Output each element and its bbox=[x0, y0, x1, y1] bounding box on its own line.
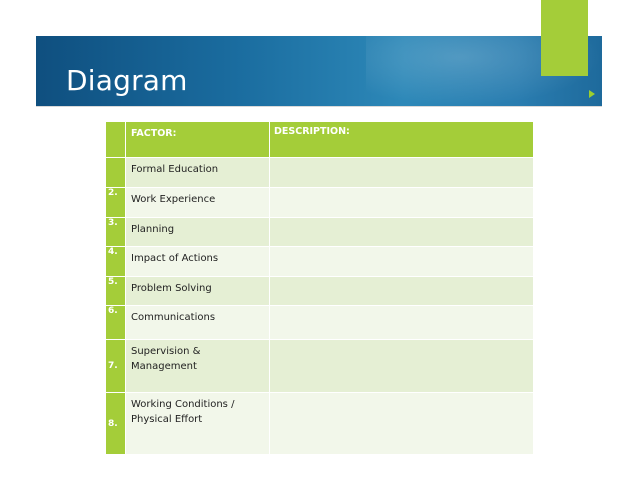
table-row bbox=[106, 247, 534, 277]
factor-cell: Working Conditions / Physical Effort bbox=[126, 393, 270, 455]
description-cell[interactable] bbox=[270, 306, 534, 340]
factor-cell: Supervision & Management bbox=[126, 340, 270, 393]
factor-cell: Planning bbox=[126, 218, 270, 247]
description-cell[interactable] bbox=[270, 340, 534, 393]
table-row bbox=[106, 277, 534, 306]
table-header-row bbox=[106, 122, 534, 158]
row-number bbox=[106, 158, 126, 188]
description-cell[interactable] bbox=[270, 218, 534, 247]
description-cell[interactable] bbox=[270, 247, 534, 277]
header-description: DESCRIPTION: bbox=[270, 122, 534, 158]
row-number: 8. bbox=[106, 393, 126, 455]
arrow-marker-icon bbox=[589, 90, 595, 98]
row-number: 3. bbox=[106, 218, 126, 247]
description-cell[interactable] bbox=[270, 188, 534, 218]
table-row bbox=[106, 188, 534, 218]
row-number: 5. bbox=[106, 277, 126, 306]
description-cell[interactable] bbox=[270, 158, 534, 188]
table-row bbox=[106, 393, 534, 455]
row-number: 7. bbox=[106, 340, 126, 393]
table-row bbox=[106, 340, 534, 393]
row-number: 4. bbox=[106, 247, 126, 277]
row-number: 2. bbox=[106, 188, 126, 218]
row-number: 6. bbox=[106, 306, 126, 340]
description-cell[interactable] bbox=[270, 393, 534, 455]
factors-table bbox=[105, 121, 534, 455]
factor-cell: Work Experience bbox=[126, 188, 270, 218]
header-number-cell bbox=[106, 122, 126, 158]
description-cell[interactable] bbox=[270, 277, 534, 306]
accent-bar bbox=[541, 0, 588, 76]
page-title: Diagram bbox=[66, 64, 188, 97]
factor-cell: Impact of Actions bbox=[126, 247, 270, 277]
factor-cell: Formal Education bbox=[126, 158, 270, 188]
header-factor: FACTOR: bbox=[126, 122, 270, 158]
table-row bbox=[106, 158, 534, 188]
table-row bbox=[106, 306, 534, 340]
factor-cell: Communications bbox=[126, 306, 270, 340]
table-row bbox=[106, 218, 534, 247]
factor-cell: Problem Solving bbox=[126, 277, 270, 306]
divider bbox=[36, 106, 602, 107]
